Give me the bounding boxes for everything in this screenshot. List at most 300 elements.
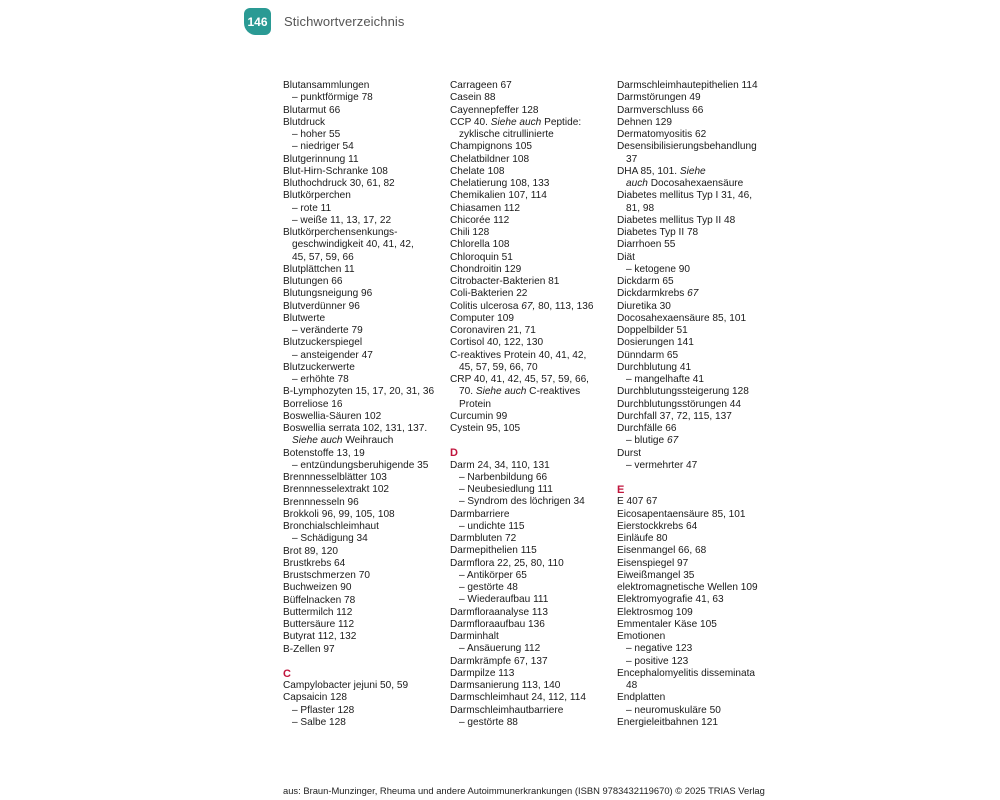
entry-text: Dehnen 129 (617, 116, 673, 128)
index-entry (283, 448, 443, 460)
entry-text: Coronaviren 21, 71 (450, 325, 536, 336)
entry-crossref-italic: Siehe (679, 165, 706, 177)
index-subentry (617, 264, 787, 276)
index-entry (617, 594, 787, 606)
entry-text: Darmsanierung 113, 140 (450, 680, 561, 691)
entry-text: – Pflaster 128 (292, 704, 355, 716)
entry-text: Darmstörungen 49 (617, 92, 701, 104)
index-entry (617, 668, 787, 680)
entry-text: Elektromyografie 41, 63 (617, 594, 724, 606)
entry-text: – Ansäuerung 112 (459, 643, 541, 655)
entry-text: – weiße 11, 13, 17, 22 (292, 214, 392, 226)
entry-text: Citrobacter-Bakterien 81 (450, 276, 560, 287)
index-entry (617, 80, 787, 92)
index-entry (283, 497, 443, 509)
index-entry-continuation (617, 203, 787, 215)
index-entry (617, 252, 787, 264)
entry-text: Chelate 108 (450, 165, 505, 177)
index-entry (617, 239, 787, 251)
entry-text: E 407 67 (617, 496, 658, 508)
index-subentry (283, 350, 443, 362)
index-entry (283, 399, 443, 411)
index-entry (617, 141, 787, 153)
index-entry (450, 301, 615, 313)
entry-text: Blutansammlungen (283, 80, 370, 91)
entry-text: – erhöhte 78 (292, 374, 349, 385)
index-entry (283, 264, 443, 276)
index-subentry (450, 594, 615, 606)
entry-text: Blutkörperchen (283, 190, 351, 202)
index-entry (617, 399, 787, 411)
index-entry (617, 533, 787, 545)
entry-text: Darmschleimhautepithelien 114 (617, 80, 758, 91)
index-entry (450, 215, 615, 227)
entry-crossref-italic: Siehe auch (490, 116, 542, 128)
index-entry (617, 337, 787, 349)
index-entry (283, 362, 443, 374)
entry-text: Bronchialschleimhaut (283, 521, 379, 532)
index-subentry (617, 705, 787, 717)
entry-text: Darmfloraaufbau 136 (450, 618, 545, 630)
entry-crossref-target: Weihrauch (342, 435, 394, 447)
entry-text: – undichte 115 (459, 520, 525, 532)
index-entry (617, 276, 787, 288)
index-entry (283, 619, 443, 631)
index-subentry (617, 374, 787, 386)
entry-text: Dosierungen 141 (617, 337, 694, 349)
index-entry (617, 350, 787, 362)
entry-crossref-italic: 67, (521, 300, 536, 312)
entry-text: Cortisol 40, 122, 130 (450, 337, 544, 349)
entry-text: DHA 85, 101. (617, 165, 680, 177)
index-entry (450, 313, 615, 325)
index-entry (283, 558, 443, 570)
entry-text: Blutungsneigung 96 (283, 288, 373, 300)
index-entry (617, 166, 787, 178)
entry-crossref-italic: Siehe auch (475, 386, 527, 398)
index-entry (450, 117, 615, 129)
entry-text: – entzündungsberuhigende 35 (292, 459, 429, 471)
index-entry (283, 386, 443, 398)
entry-text: Chiasamen 112 (450, 202, 520, 214)
entry-text: Carrageen 67 (450, 80, 512, 91)
entry-text: – mangelhafte 41 (626, 374, 705, 385)
entry-text: – gestörte 88 (459, 716, 518, 728)
entry-text: Cayennepfeffer 128 (450, 104, 539, 116)
index-entry (283, 582, 443, 594)
entry-text: Borreliose 16 (283, 398, 343, 410)
entry-text: Brennnesselblätter 103 (283, 472, 387, 483)
index-entry (283, 484, 443, 496)
index-entry (283, 644, 443, 656)
entry-text: Brennnesselextrakt 102 (283, 484, 390, 496)
entry-text: Endplatten (617, 692, 666, 704)
entry-text: Protein (459, 398, 491, 410)
index-entry (617, 521, 787, 533)
entry-text: Brot 89, 120 (283, 545, 338, 557)
entry-text: Diabetes mellitus Typ II 48 (617, 214, 736, 226)
entry-text: Computer 109 (450, 312, 514, 324)
index-entry (450, 203, 615, 215)
entry-text: zyklische citrullinierte (459, 129, 554, 140)
index-entry (617, 190, 787, 202)
entry-text: Blutkörperchensenkungs- (283, 227, 398, 238)
page-number-badge: 146 (244, 8, 271, 35)
entry-text: Curcumin 99 (450, 410, 508, 422)
entry-text: Chelatierung 108, 133 (450, 178, 550, 189)
entry-text: Boswellia serrata 102, 131, 137. (283, 423, 428, 434)
entry-text: Durst (617, 447, 642, 459)
index-entry (617, 496, 787, 508)
entry-text: – gestörte 48 (459, 582, 518, 593)
index-entry (617, 117, 787, 129)
entry-text: Energieleitbahnen 121 (617, 716, 719, 728)
index-entry (617, 509, 787, 521)
entry-text: – veränderte 79 (292, 325, 363, 336)
index-entry (450, 141, 615, 153)
index-subentry (283, 92, 443, 104)
entry-text: Darmfloraanalyse 113 (450, 606, 548, 618)
index-entry (283, 166, 443, 178)
index-entry (450, 558, 615, 570)
index-entry (450, 227, 615, 239)
index-subentry (450, 484, 615, 496)
index-entry (283, 301, 443, 313)
entry-text: – Antikörper 65 (459, 569, 527, 581)
entry-crossref-target: Docosahexaensäure (647, 178, 744, 189)
index-subentry (450, 643, 615, 655)
index-entry (617, 386, 787, 398)
index-subentry (450, 582, 615, 594)
index-subentry (283, 705, 443, 717)
index-entry (283, 105, 443, 117)
entry-text: Blutplättchen 11 (283, 263, 355, 275)
index-subentry (450, 472, 615, 484)
entry-text: Bluthochdruck 30, 61, 82 (283, 178, 395, 189)
index-entry (617, 227, 787, 239)
index-entry (617, 105, 787, 117)
entry-text: Darmpilze 113 (450, 667, 515, 679)
entry-text: Blut-Hirn-Schranke 108 (283, 165, 388, 177)
index-entry-continuation (283, 252, 443, 264)
index-subentry (617, 460, 787, 472)
index-entry (450, 509, 615, 521)
entry-text: Einläufe 80 (617, 533, 668, 544)
index-entry (283, 509, 443, 521)
entry-text: Emmentaler Käse 105 (617, 618, 717, 630)
entry-text: B-Zellen 97 (283, 643, 335, 655)
index-entry (283, 570, 443, 582)
entry-text: Chelatbildner 108 (450, 153, 530, 165)
entry-text: Butyrat 112, 132 (283, 631, 357, 643)
index-entry (283, 631, 443, 643)
entry-text: elektromagnetische Wellen 109 (617, 582, 758, 593)
index-entry (617, 362, 787, 374)
entry-text: 70. (459, 386, 476, 398)
index-entry (283, 472, 443, 484)
entry-text: Chloroquin 51 (450, 251, 513, 263)
entry-text: Darm 24, 34, 110, 131 (450, 459, 550, 471)
index-entry-continuation (617, 680, 787, 692)
entry-text: Brokkoli 96, 99, 105, 108 (283, 508, 395, 520)
entry-text: Durchblutung 41 (617, 361, 692, 373)
index-entry (283, 423, 443, 435)
index-entry-continuation (283, 435, 443, 447)
entry-crossref-italic: 67 (666, 435, 679, 447)
index-entry (617, 215, 787, 227)
entry-text: Chicorée 112 (450, 214, 510, 226)
index-entry-continuation (617, 178, 787, 190)
entry-text: Boswellia-Säuren 102 (283, 410, 382, 422)
entry-text: Chemikalien 107, 114 (450, 190, 547, 202)
entry-text: – ketogene 90 (626, 263, 690, 275)
index-entry-continuation (450, 362, 615, 374)
index-subentry (450, 717, 615, 729)
index-subentry (617, 643, 787, 655)
entry-text: C-reaktives Protein 40, 41, 42, (450, 349, 587, 361)
entry-text: Brennnesseln 96 (283, 496, 359, 508)
entry-text: 81, 98 (626, 202, 655, 214)
index-entry (283, 313, 443, 325)
index-entry-continuation (450, 399, 615, 411)
entry-text: Dünndarm 65 (617, 349, 679, 361)
index-subentry (283, 141, 443, 153)
entry-text: Eicosapentaensäure 85, 101 (617, 508, 746, 520)
entry-text: Blutdruck (283, 116, 326, 128)
index-entry (617, 631, 787, 643)
index-entry (283, 546, 443, 558)
entry-text: – blutige (626, 435, 667, 447)
entry-text: Chondroitin 129 (450, 263, 522, 275)
index-entry (617, 129, 787, 141)
entry-text: Cystein 95, 105 (450, 423, 521, 434)
entry-text: Darmkrämpfe 67, 137 (450, 655, 548, 667)
index-subentry (283, 460, 443, 472)
entry-text: Brustschmerzen 70 (283, 570, 370, 581)
entry-crossref-target: Peptide: (541, 116, 582, 128)
index-entry (450, 154, 615, 166)
entry-text: Dickdarmkrebs (617, 288, 688, 300)
index-entry (450, 545, 615, 557)
index-entry (283, 117, 443, 129)
entry-text: Buttermilch 112 (283, 606, 353, 618)
index-entry (450, 276, 615, 288)
index-entry (450, 105, 615, 117)
index-entry (450, 619, 615, 631)
index-entry (450, 288, 615, 300)
index-entry (617, 448, 787, 460)
entry-text: Eisenmangel 66, 68 (617, 545, 707, 557)
index-entry (617, 313, 787, 325)
index-subentry (283, 533, 443, 545)
index-entry (450, 692, 615, 704)
index-entry (617, 607, 787, 619)
entry-text: Diabetes mellitus Typ I 31, 46, (617, 190, 753, 202)
entry-text: – Wiederaufbau 111 (459, 594, 549, 606)
entry-text: – Narbenbildung 66 (459, 471, 548, 483)
entry-text: Darmbarriere (450, 508, 510, 520)
entry-text: Docosahexaensäure 85, 101 (617, 312, 747, 324)
entry-crossref-target: C-reaktives (526, 386, 581, 398)
index-entry (617, 582, 787, 594)
index-entry (450, 656, 615, 668)
entry-text: – punktförmige 78 (292, 92, 373, 104)
entry-text: Büffelnacken 78 (283, 594, 356, 606)
index-entry (617, 717, 787, 729)
index-entry (450, 92, 615, 104)
index-subentry (283, 129, 443, 141)
entry-text: Blutgerinnung 11 (283, 153, 359, 165)
entry-text: – hoher 55 (292, 129, 341, 140)
entry-text: Blutwerte (283, 312, 326, 324)
index-entry (450, 668, 615, 680)
entry-text: Blutungen 66 (283, 276, 343, 287)
entry-text: Blutverdünner 96 (283, 300, 360, 312)
index-subentry (617, 656, 787, 668)
entry-text: – Syndrom des löchrigen 34 (459, 496, 585, 508)
index-entry (283, 276, 443, 288)
index-entry (450, 337, 615, 349)
entry-text: Eisenspiegel 97 (617, 557, 689, 569)
index-entry (617, 619, 787, 631)
index-entry (450, 166, 615, 178)
entry-text: geschwindigkeit 40, 41, 42, (292, 239, 414, 251)
index-entry (450, 252, 615, 264)
index-subentry (283, 717, 443, 729)
entry-text: Diarrhoen 55 (617, 239, 676, 251)
index-subentry (450, 521, 615, 533)
entry-text: Botenstoffe 13, 19 (283, 447, 365, 459)
index-entry (450, 178, 615, 190)
index-entry (617, 570, 787, 582)
entry-text: Capsaicin 128 (283, 692, 347, 704)
index-entry-continuation (617, 154, 787, 166)
entry-text: – niedriger 54 (292, 141, 354, 153)
index-entry (450, 423, 615, 435)
entry-text: Colitis ulcerosa (450, 300, 522, 312)
entry-text: Dermatomyositis 62 (617, 129, 707, 140)
entry-text: Darmbluten 72 (450, 533, 517, 544)
entry-text: Coli-Bakterien 22 (450, 288, 528, 300)
index-subentry (617, 435, 787, 447)
entry-text: – rote 11 (292, 202, 332, 214)
index-entry (283, 521, 443, 533)
index-entry (617, 92, 787, 104)
entry-text: Encephalomyelitis disseminata (617, 667, 756, 679)
index-entry (283, 607, 443, 619)
entry-text: Durchfälle 66 (617, 423, 677, 434)
index-entry (450, 239, 615, 251)
index-column-3 (617, 80, 787, 729)
index-entry (617, 692, 787, 704)
index-entry (283, 80, 443, 92)
entry-text: Emotionen (617, 631, 666, 642)
entry-text: – Schädigung 34 (292, 533, 368, 545)
entry-text: Blutzuckerwerte (283, 361, 355, 373)
index-entry (283, 680, 443, 692)
entry-crossref-italic: Siehe auch (292, 435, 343, 447)
index-subentry (283, 374, 443, 386)
index-entry (617, 423, 787, 435)
index-entry (617, 325, 787, 337)
entry-text: – ansteigender 47 (292, 349, 373, 361)
index-entry (283, 288, 443, 300)
entry-text: Darmflora 22, 25, 80, 110 (450, 557, 564, 569)
index-entry (450, 411, 615, 423)
index-entry (450, 350, 615, 362)
entry-text: Eiweißmangel 35 (617, 569, 695, 581)
entry-crossref-italic: auch (626, 178, 648, 189)
index-entry (450, 325, 615, 337)
entry-text: Buchweizen 90 (283, 582, 352, 594)
entry-text: Diuretika 30 (617, 300, 671, 312)
entry-text: – Neubesiedlung 111 (459, 484, 553, 495)
entry-text: – neuromuskuläre 50 (626, 704, 721, 716)
entry-text: – negative 123 (626, 643, 693, 655)
index-subentry (283, 215, 443, 227)
entry-text: Darmverschluss 66 (617, 104, 704, 116)
index-entry (450, 264, 615, 276)
index-section-letter: C (283, 667, 291, 680)
entry-text: Darminhalt (450, 631, 499, 642)
entry-crossref-italic: 67 (687, 288, 699, 300)
entry-text: Durchfall 37, 72, 115, 137 (617, 410, 732, 422)
index-column-1 (283, 80, 443, 729)
entry-text: Blutzuckerspiegel (283, 337, 363, 349)
index-entry (617, 558, 787, 570)
index-section-letter: D (450, 447, 458, 460)
entry-text: Chili 128 (450, 227, 490, 238)
index-entry (450, 374, 615, 386)
index-entry (450, 705, 615, 717)
index-subentry (283, 203, 443, 215)
index-entry (450, 190, 615, 202)
index-entry (450, 631, 615, 643)
entry-text: Champignons 105 (450, 141, 532, 153)
entry-text: Dickdarm 65 (617, 276, 674, 287)
entry-text: 48 (626, 680, 638, 691)
index-entry (617, 411, 787, 423)
index-entry (283, 411, 443, 423)
entry-text: Diabetes Typ II 78 (617, 227, 699, 238)
entry-text: 45, 57, 59, 66, 70 (459, 361, 538, 373)
entry-text: Buttersäure 112 (283, 619, 355, 630)
index-entry (283, 178, 443, 190)
entry-text: Darmepithelien 115 (450, 545, 537, 557)
index-entry (283, 692, 443, 704)
entry-text: Brustkrebs 64 (283, 557, 346, 569)
index-entry (450, 533, 615, 545)
entry-text: Campylobacter jejuni 50, 59 (283, 680, 409, 691)
entry-text: 45, 57, 59, 66 (292, 251, 354, 263)
index-entry (450, 680, 615, 692)
entry-text: Darmschleimhautbarriere (450, 704, 564, 716)
entry-text: – vermehrter 47 (626, 459, 698, 471)
index-entry (450, 607, 615, 619)
source-footer: aus: Braun-Munzinger, Rheuma und andere Autoimmunerkrankungen (ISBN 9783432119670) © 2025 TRIAS Verlag (283, 785, 765, 796)
entry-text: Doppelbilder 51 (617, 325, 688, 336)
entry-text: CCP 40. (450, 116, 491, 128)
index-subentry (283, 325, 443, 337)
index-entry (283, 595, 443, 607)
entry-text: Blutarmut 66 (283, 104, 341, 116)
entry-text: Diät (617, 251, 635, 263)
index-subentry (450, 570, 615, 582)
index-entry (283, 154, 443, 166)
entry-text: Darmschleimhaut 24, 112, 114 (450, 692, 586, 704)
entry-crossref-target: 80, 113, 136 (535, 300, 594, 312)
entry-text: Casein 88 (450, 92, 496, 104)
